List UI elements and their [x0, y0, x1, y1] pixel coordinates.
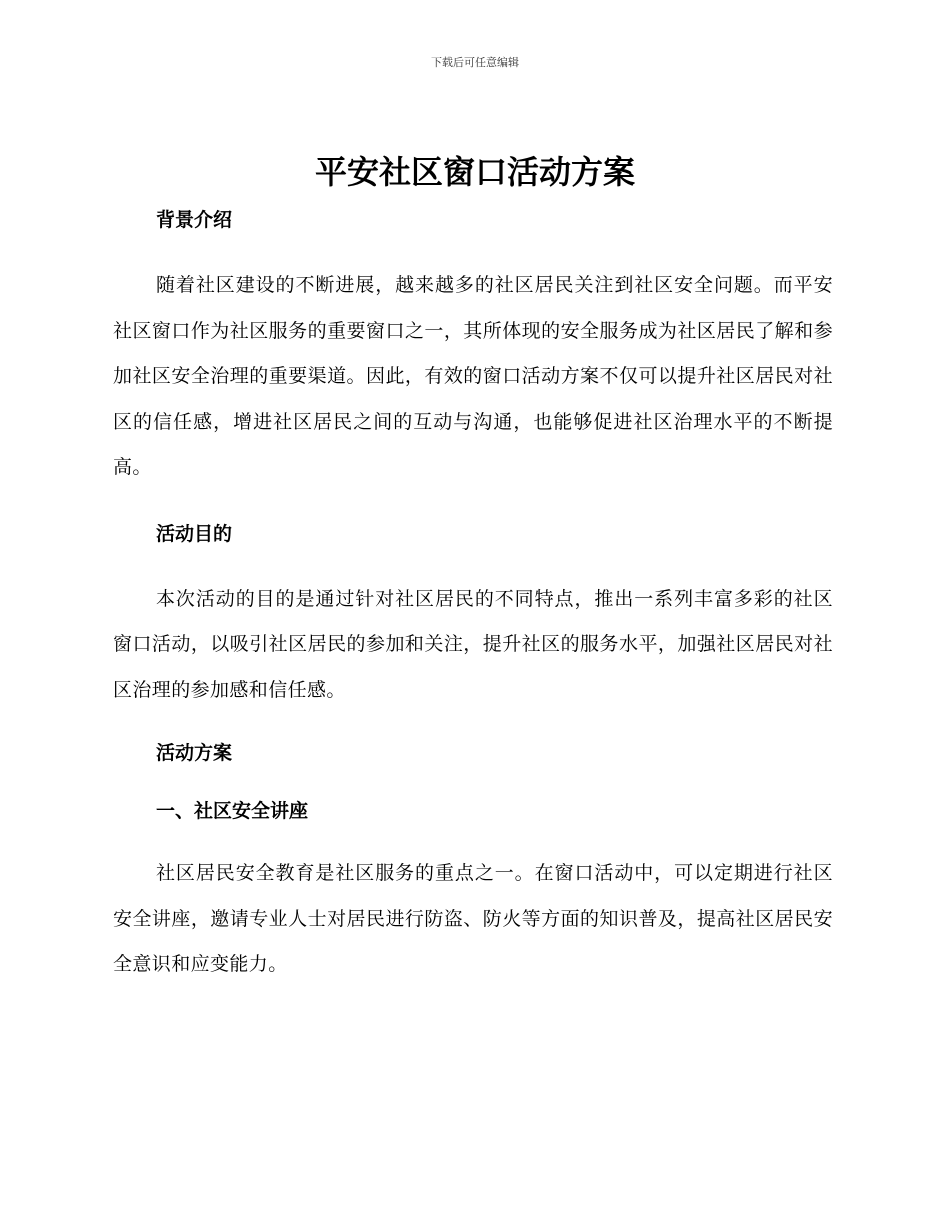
- paragraph-purpose: 本次活动的目的是通过针对社区居民的不同特点，推出一系列丰富多彩的社区窗口活动，以吸引社区居民的参加和关注，提升社区的服务水平，加强社区居民对社区治理的参加感和信任感。: [113, 587, 833, 701]
- heading-background: 背景介绍: [156, 209, 233, 231]
- document-title: 平安社区窗口活动方案: [314, 153, 635, 191]
- paragraph-safety-lecture: 社区居民安全教育是社区服务的重点之一。在窗口活动中，可以定期进行社区安全讲座，邀请专业人士对居民进行防盗、防火等方面的知识普及，提高社区居民安全意识和应变能力。: [113, 862, 833, 975]
- document-body: [113, 204, 833, 988]
- heading-safety-lecture: 一、社区安全讲座: [156, 800, 309, 822]
- header-note: 下载后可任意编辑: [431, 56, 519, 69]
- heading-purpose: 活动目的: [156, 522, 233, 545]
- heading-plan: 活动方案: [156, 742, 233, 764]
- paragraph-background: 随着社区建设的不断进展，越来越多的社区居民关注到社区安全问题。而平安社区窗口作为社区服务的重要窗口之一，其所体现的安全服务成为社区居民了解和参加社区安全治理的重要渠道。因此，有效的窗口活动方案不仅可以提升社区居民对社区的信任感，增进社区居民之间的互动与沟通，也能够促进社区治理水平的不断提高。: [113, 274, 833, 478]
